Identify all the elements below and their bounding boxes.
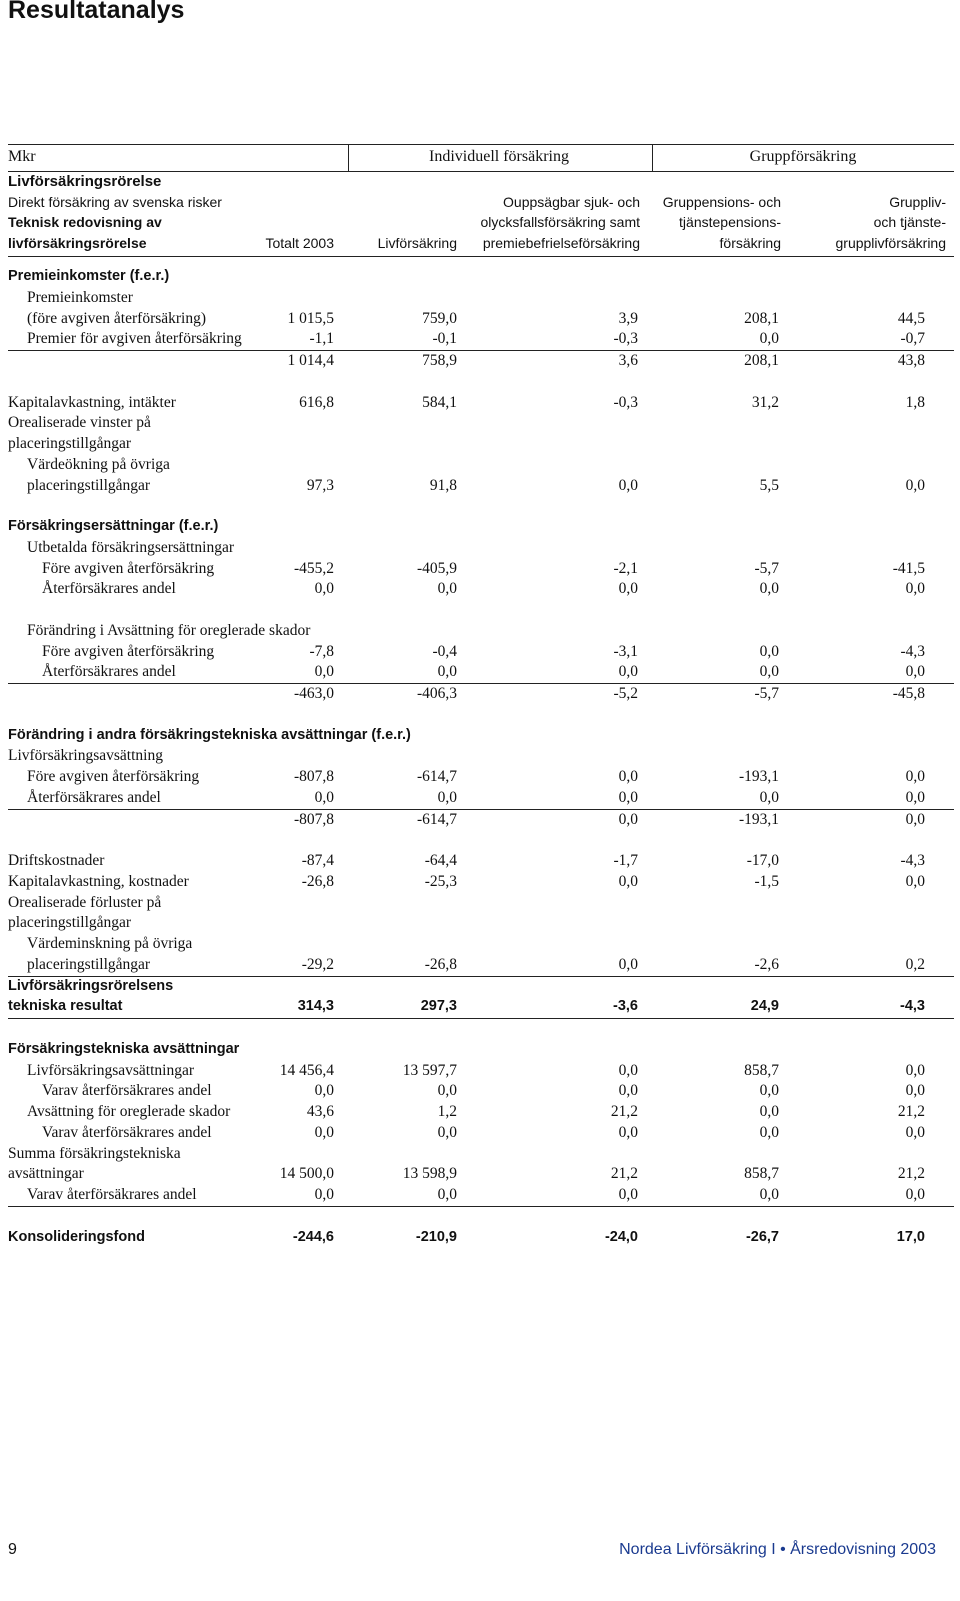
row-label: Premier för avgiven återförsäkring <box>27 330 242 348</box>
cell-value: -26,7 <box>745 1228 779 1245</box>
row-label: tekniska resultat <box>8 998 123 1015</box>
table-row <box>8 267 954 288</box>
cell-value: 21,2 <box>610 1103 638 1120</box>
cell-value: 0,0 <box>759 663 779 681</box>
cell-value: 0,0 <box>314 663 334 681</box>
table-row <box>8 934 954 955</box>
oupp-header-3: premiebefrielseförsäkring <box>482 235 640 251</box>
oupp-header-1: Ouppsägbar sjuk- och <box>503 194 640 210</box>
cell-value: 759,0 <box>422 309 457 327</box>
row-label: Återförsäkrares andel <box>42 663 176 681</box>
table-row <box>8 997 954 1019</box>
cell-value: 584,1 <box>422 393 457 411</box>
cell-value: 0,0 <box>618 1123 638 1141</box>
cell-value: -455,2 <box>293 559 334 577</box>
cell-value: 0,0 <box>437 580 457 598</box>
cell-value: 0,0 <box>759 1103 779 1120</box>
table-row <box>8 788 954 810</box>
cell-value: 5,5 <box>759 476 779 494</box>
row-label: Försäkringstekniska avsättningar <box>8 1040 240 1057</box>
cell-value: -17,0 <box>746 852 779 869</box>
cell-value: 208,1 <box>744 352 779 369</box>
row-label: Förändring i Avsättning för oreglerade skador <box>27 621 311 639</box>
cell-value: 97,3 <box>306 476 334 494</box>
row-label: Varav återförsäkrares andel <box>42 1082 212 1100</box>
cell-value: 314,3 <box>297 998 334 1015</box>
row-label: Premieinkomster <box>27 288 133 306</box>
cell-value: 0,0 <box>437 788 457 806</box>
cell-value: -193,1 <box>738 810 779 828</box>
cell-value: -193,1 <box>738 768 779 785</box>
cell-value: -0,3 <box>613 393 638 411</box>
table-row <box>8 1185 954 1207</box>
cell-value: -5,2 <box>613 685 638 702</box>
cell-value: -26,8 <box>424 955 457 973</box>
cell-value: 0,0 <box>437 1082 457 1100</box>
cell-value: 13 597,7 <box>402 1061 457 1079</box>
row-label: Återförsäkrares andel <box>27 788 161 806</box>
row-label: Orealiserade vinster på <box>8 414 151 432</box>
cell-value: -406,3 <box>416 685 457 702</box>
cell-value: -87,4 <box>301 852 334 869</box>
grp-liv-header-1: Gruppliv- <box>889 194 946 210</box>
cell-value: 43,8 <box>897 352 925 369</box>
cell-value: 616,8 <box>299 393 334 411</box>
cell-value: 0,0 <box>618 580 638 598</box>
cell-value: 858,7 <box>744 1061 779 1079</box>
cell-value: -463,0 <box>293 685 334 702</box>
table-row <box>8 851 954 872</box>
table-row <box>8 309 954 330</box>
table-row <box>8 329 954 351</box>
cell-value: 0,0 <box>759 788 779 806</box>
row-label: (före avgiven återförsäkring) <box>27 309 207 327</box>
cell-value: 21,2 <box>897 1165 925 1183</box>
row-label: Summa försäkringstekniska <box>8 1144 181 1162</box>
grp-pens-header-2: tjänstepensions- <box>679 214 781 230</box>
cell-value: 208,1 <box>744 309 779 327</box>
cell-value: 0,0 <box>759 1123 779 1141</box>
row-label: Värdeminskning på övriga <box>27 935 193 952</box>
livforsakring-header: Livförsäkring <box>377 235 457 251</box>
cell-value: 0,0 <box>618 1061 638 1079</box>
desc-line-2: Teknisk redovisning av <box>8 214 162 230</box>
group-insurance-header: Gruppförsäkring <box>749 148 857 165</box>
table-row <box>8 538 954 559</box>
table-body <box>8 267 954 1248</box>
cell-value: 0,0 <box>759 580 779 598</box>
individual-insurance-header: Individuell försäkring <box>429 148 569 165</box>
cell-value: 0,0 <box>759 330 779 348</box>
cell-value: -4,3 <box>900 852 925 869</box>
cell-value: -614,7 <box>416 768 457 785</box>
row-label: Försäkringsersättningar (f.e.r.) <box>8 518 219 534</box>
cell-value: 0,0 <box>437 663 457 681</box>
row-label: Utbetalda försäkringsersättningar <box>27 538 235 556</box>
cell-value: 0,0 <box>905 810 925 828</box>
cell-value: 0,2 <box>905 955 925 973</box>
cell-value: -0,4 <box>432 642 457 660</box>
table-row <box>8 496 954 517</box>
table-row <box>8 810 954 831</box>
row-label: Livförsäkringsavsättning <box>8 747 163 765</box>
row-label: placeringstillgångar <box>27 955 151 973</box>
table-row <box>8 977 954 998</box>
cell-value: -210,9 <box>415 1228 457 1245</box>
cell-value: -0,1 <box>432 330 457 348</box>
table-row <box>8 393 954 414</box>
cell-value: 0,0 <box>905 663 925 681</box>
table-row <box>8 662 954 684</box>
row-label: placeringstillgångar <box>27 476 151 494</box>
cell-value: 0,0 <box>759 1082 779 1100</box>
cell-value: -0,7 <box>900 330 925 348</box>
table-row <box>8 705 954 726</box>
cell-value: 43,6 <box>306 1103 334 1120</box>
cell-value: 0,0 <box>905 1186 925 1203</box>
table-row <box>8 746 954 767</box>
cell-value: 3,9 <box>618 309 638 327</box>
row-label: Kapitalavkastning, intäkter <box>8 393 176 411</box>
table-row <box>8 872 954 893</box>
cell-value: 0,0 <box>618 768 638 785</box>
cell-value: -0,3 <box>613 330 638 348</box>
cell-value: -1,5 <box>754 872 779 890</box>
cell-value: 17,0 <box>896 1228 925 1245</box>
table-row <box>8 893 954 914</box>
table-row <box>8 621 954 642</box>
cell-value: 0,0 <box>618 788 638 806</box>
cell-value: 1,8 <box>905 393 925 411</box>
row-label: Varav återförsäkrares andel <box>27 1186 197 1203</box>
cell-value: -1,1 <box>309 330 334 348</box>
cell-value: -5,7 <box>754 559 779 577</box>
cell-value: -807,8 <box>293 768 334 785</box>
cell-value: 758,9 <box>422 352 457 369</box>
table-row <box>8 517 954 538</box>
cell-value: -29,2 <box>301 955 334 973</box>
table-row <box>8 767 954 788</box>
cell-value: -24,0 <box>604 1228 638 1245</box>
cell-value: 1 015,5 <box>287 309 334 327</box>
cell-value: 0,0 <box>437 1186 457 1203</box>
cell-value: 0,0 <box>905 768 925 785</box>
cell-value: 3,6 <box>618 352 638 369</box>
column-subheader <box>8 172 954 257</box>
table-row <box>8 955 954 977</box>
column-group-header <box>8 144 954 172</box>
cell-value: 0,0 <box>905 1082 925 1100</box>
cell-value: -3,6 <box>613 998 638 1015</box>
table-row <box>8 1164 954 1185</box>
cell-value: 0,0 <box>905 1123 925 1141</box>
cell-value: 0,0 <box>314 1123 334 1141</box>
cell-value: 21,2 <box>610 1165 638 1183</box>
table-row <box>8 726 954 747</box>
cell-value: 14 456,4 <box>279 1061 334 1079</box>
grp-pens-header-1: Gruppensions- och <box>662 194 781 210</box>
cell-value: -7,8 <box>309 642 334 660</box>
cell-value: 0,0 <box>314 788 334 806</box>
table-row <box>8 372 954 393</box>
cell-value: 13 598,9 <box>402 1165 457 1183</box>
cell-value: -25,3 <box>424 872 457 890</box>
cell-value: -3,1 <box>613 642 638 660</box>
grp-pens-header-3: försäkring <box>719 235 781 251</box>
table-row <box>8 579 954 600</box>
row-label: Premieinkomster (f.e.r.) <box>8 268 170 284</box>
unit-label: Mkr <box>8 148 36 165</box>
row-label: Före avgiven återförsäkring <box>42 559 215 577</box>
cell-value: -64,4 <box>424 852 457 869</box>
cell-value: 0,0 <box>905 788 925 806</box>
desc-line-1: Direkt försäkring av svenska risker <box>8 194 222 210</box>
cell-value: -4,3 <box>900 998 925 1015</box>
oupp-header-2: olycksfallsförsäkring samt <box>480 214 640 230</box>
cell-value: -2,1 <box>613 559 638 577</box>
cell-value: 0,0 <box>314 1186 334 1203</box>
cell-value: 1 014,4 <box>287 352 334 369</box>
row-label: Före avgiven återförsäkring <box>27 768 200 785</box>
row-label: Orealiserade förluster på <box>8 893 162 911</box>
row-label: Kapitalavkastning, kostnader <box>8 872 189 890</box>
cell-value: 858,7 <box>744 1165 779 1183</box>
table-row <box>8 1123 954 1144</box>
result-analysis-table <box>8 144 954 1248</box>
cell-value: -405,9 <box>416 559 457 577</box>
row-label: Återförsäkrares andel <box>42 580 176 598</box>
desc-line-3: livförsäkringsrörelse <box>8 235 147 251</box>
table-row <box>8 288 954 309</box>
cell-value: 1,2 <box>437 1103 457 1120</box>
cell-value: 297,3 <box>420 998 457 1015</box>
table-row <box>8 1144 954 1165</box>
table-row <box>8 559 954 580</box>
row-label: Livförsäkringsrörelsens <box>8 977 174 994</box>
page-number: 9 <box>8 1541 17 1558</box>
cell-value: 0,0 <box>314 580 334 598</box>
table-row <box>8 600 954 621</box>
table-row <box>8 1207 954 1228</box>
cell-value: -2,6 <box>754 955 779 973</box>
row-label: avsättningar <box>8 1165 84 1183</box>
cell-value: 0,0 <box>618 1186 638 1203</box>
cell-value: 91,8 <box>429 476 457 494</box>
cell-value: 0,0 <box>618 955 638 973</box>
cell-value: -41,5 <box>892 559 925 577</box>
cell-value: 0,0 <box>905 476 925 494</box>
table-row <box>8 684 954 705</box>
cell-value: 0,0 <box>759 642 779 660</box>
table-row <box>8 434 954 455</box>
cell-value: -1,7 <box>613 852 638 869</box>
footer-brand: Nordea Livförsäkring I • Årsredovisning 2003 <box>619 1541 936 1558</box>
section-heading: Livförsäkringsrörelse <box>8 173 162 190</box>
cell-value: 0,0 <box>618 872 638 890</box>
row-label: Före avgiven återförsäkring <box>42 642 215 660</box>
cell-value: -5,7 <box>754 685 779 702</box>
table-row <box>8 476 954 497</box>
table-row <box>8 1019 954 1040</box>
row-label: Avsättning för oreglerade skador <box>27 1103 231 1120</box>
cell-value: -244,6 <box>292 1228 334 1245</box>
total-header: Totalt 2003 <box>265 235 334 251</box>
row-label: Förändring i andra försäkringstekniska avsättningar (f.e.r.) <box>8 726 411 743</box>
cell-value: 24,9 <box>750 998 779 1015</box>
cell-value: -614,7 <box>416 810 457 828</box>
cell-value: 0,0 <box>618 663 638 681</box>
row-label: placeringstillgångar <box>8 435 132 452</box>
page-title: Resultatanalys <box>8 0 185 24</box>
cell-value: 0,0 <box>905 872 925 890</box>
grp-liv-header-2: och tjänste- <box>873 214 946 230</box>
table-row <box>8 1081 954 1102</box>
table-row <box>8 413 954 434</box>
cell-value: 21,2 <box>897 1103 925 1120</box>
row-label: Livförsäkringsavsättningar <box>27 1061 195 1079</box>
table-row <box>8 455 954 476</box>
cell-value: 0,0 <box>618 810 638 828</box>
table-row <box>8 1102 954 1123</box>
table-row <box>8 642 954 663</box>
cell-value: -4,3 <box>900 642 925 660</box>
table-row <box>8 1061 954 1082</box>
table-row <box>8 1228 954 1249</box>
row-label: placeringstillgångar <box>8 914 132 932</box>
table-row <box>8 351 954 372</box>
cell-value: 0,0 <box>618 476 638 494</box>
cell-value: 0,0 <box>618 1082 638 1100</box>
cell-value: -807,8 <box>293 810 334 828</box>
table-row <box>8 913 954 934</box>
table-row <box>8 830 954 851</box>
cell-value: 44,5 <box>897 309 925 327</box>
cell-value: 14 500,0 <box>279 1165 334 1183</box>
row-label: Driftskostnader <box>8 852 105 869</box>
cell-value: 0,0 <box>905 580 925 598</box>
grp-liv-header-3: grupplivförsäkring <box>835 235 946 251</box>
cell-value: 0,0 <box>905 1061 925 1079</box>
row-label: Värdeökning på övriga <box>27 455 170 473</box>
cell-value: -26,8 <box>301 872 334 890</box>
cell-value: -45,8 <box>892 685 925 702</box>
cell-value: 0,0 <box>314 1082 334 1100</box>
cell-value: 0,0 <box>437 1123 457 1141</box>
cell-value: 0,0 <box>759 1186 779 1203</box>
cell-value: 31,2 <box>751 393 779 411</box>
table-row <box>8 1040 954 1061</box>
row-label: Konsolideringsfond <box>8 1228 145 1245</box>
row-label: Varav återförsäkrares andel <box>42 1123 212 1141</box>
